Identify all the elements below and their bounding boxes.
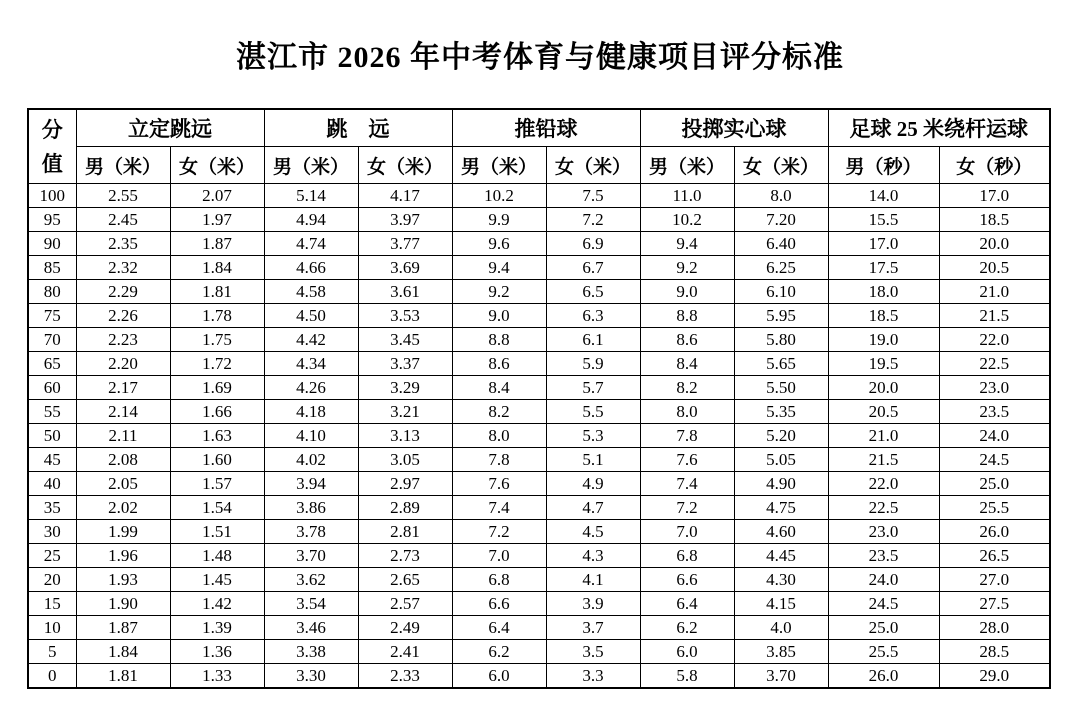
score-value-cell: 35 [28,496,76,520]
standard-value-cell: 28.5 [939,640,1050,664]
table-row [28,376,1050,400]
table-row [28,256,1050,280]
standard-value-cell: 6.10 [734,280,828,304]
score-value-cell: 90 [28,232,76,256]
group-header-soccer-dribble: 足球 25 米绕杆运球 [828,109,1050,147]
standard-value-cell: 6.4 [640,592,734,616]
standard-value-cell: 8.0 [640,400,734,424]
score-value-cell: 0 [28,664,76,689]
standard-value-cell: 2.32 [76,256,170,280]
standard-value-cell: 4.17 [358,184,452,208]
score-value-cell: 80 [28,280,76,304]
standard-value-cell: 19.5 [828,352,939,376]
standard-value-cell: 2.49 [358,616,452,640]
standard-value-cell: 22.0 [828,472,939,496]
standard-value-cell: 2.57 [358,592,452,616]
standard-value-cell: 3.29 [358,376,452,400]
standard-value-cell: 5.8 [640,664,734,689]
standard-value-cell: 4.30 [734,568,828,592]
standard-value-cell: 6.8 [452,568,546,592]
standard-value-cell: 2.33 [358,664,452,689]
standard-value-cell: 6.40 [734,232,828,256]
table-row [28,400,1050,424]
standard-value-cell: 2.73 [358,544,452,568]
standard-value-cell: 2.23 [76,328,170,352]
standard-value-cell: 6.6 [452,592,546,616]
standard-value-cell: 3.45 [358,328,452,352]
group-header-shot-put: 推铅球 [452,109,640,147]
standard-value-cell: 6.2 [640,616,734,640]
standard-value-cell: 3.38 [264,640,358,664]
standard-value-cell: 23.0 [939,376,1050,400]
standard-value-cell: 17.5 [828,256,939,280]
standard-value-cell: 1.60 [170,448,264,472]
standard-value-cell: 1.81 [76,664,170,689]
standard-value-cell: 3.97 [358,208,452,232]
standard-value-cell: 21.0 [939,280,1050,304]
standard-value-cell: 5.3 [546,424,640,448]
standard-value-cell: 29.0 [939,664,1050,689]
table-row [28,616,1050,640]
table-row [28,520,1050,544]
standard-value-cell: 17.0 [939,184,1050,208]
score-value-cell: 40 [28,472,76,496]
score-value-cell: 60 [28,376,76,400]
standard-value-cell: 4.60 [734,520,828,544]
standard-value-cell: 5.1 [546,448,640,472]
standard-value-cell: 3.70 [264,544,358,568]
score-column-header [28,109,76,184]
standard-value-cell: 3.9 [546,592,640,616]
standard-value-cell: 6.1 [546,328,640,352]
standard-value-cell: 7.5 [546,184,640,208]
standard-value-cell: 1.90 [76,592,170,616]
table-row [28,664,1050,689]
standard-value-cell: 4.74 [264,232,358,256]
standard-value-cell: 6.4 [452,616,546,640]
sub-header-soccer-male: 男（秒） [828,147,939,184]
standard-value-cell: 4.15 [734,592,828,616]
standard-value-cell: 7.6 [640,448,734,472]
table-row [28,352,1050,376]
standard-value-cell: 20.0 [939,232,1050,256]
standard-value-cell: 7.0 [452,544,546,568]
group-header-standing-long-jump: 立定跳远 [76,109,264,147]
standard-value-cell: 1.96 [76,544,170,568]
score-header-line2: 值 [41,151,63,176]
standard-value-cell: 2.41 [358,640,452,664]
standard-value-cell: 6.2 [452,640,546,664]
standard-value-cell: 25.5 [939,496,1050,520]
sub-header-long-jump-male: 男（米） [264,147,358,184]
standard-value-cell: 10.2 [640,208,734,232]
standard-value-cell: 1.42 [170,592,264,616]
group-header-medicine-ball-throw: 投掷实心球 [640,109,828,147]
sub-header-medicine-ball-female: 女（米） [734,147,828,184]
sub-header-standing-long-jump-male: 男（米） [76,147,170,184]
standard-value-cell: 8.8 [452,328,546,352]
sub-header-shot-put-female: 女（米） [546,147,640,184]
standard-value-cell: 24.0 [828,568,939,592]
standard-value-cell: 4.18 [264,400,358,424]
sub-header-shot-put-male: 男（米） [452,147,546,184]
standard-value-cell: 2.05 [76,472,170,496]
standard-value-cell: 2.97 [358,472,452,496]
standard-value-cell: 1.72 [170,352,264,376]
standard-value-cell: 4.58 [264,280,358,304]
standard-value-cell: 8.6 [640,328,734,352]
standard-value-cell: 6.5 [546,280,640,304]
score-value-cell: 5 [28,640,76,664]
standard-value-cell: 1.87 [170,232,264,256]
standard-value-cell: 4.02 [264,448,358,472]
sub-header-long-jump-female: 女（米） [358,147,452,184]
standard-value-cell: 1.87 [76,616,170,640]
standard-value-cell: 26.0 [828,664,939,689]
standard-value-cell: 8.0 [734,184,828,208]
standard-value-cell: 3.37 [358,352,452,376]
standard-value-cell: 18.5 [828,304,939,328]
standard-value-cell: 22.5 [828,496,939,520]
standard-value-cell: 23.5 [939,400,1050,424]
standard-value-cell: 15.5 [828,208,939,232]
table-row [28,496,1050,520]
standard-value-cell: 7.4 [452,496,546,520]
table-row [28,544,1050,568]
score-value-cell: 30 [28,520,76,544]
standard-value-cell: 2.26 [76,304,170,328]
standard-value-cell: 6.3 [546,304,640,328]
standard-value-cell: 7.2 [452,520,546,544]
standard-value-cell: 3.5 [546,640,640,664]
standard-value-cell: 3.3 [546,664,640,689]
standard-value-cell: 8.0 [452,424,546,448]
standard-value-cell: 1.36 [170,640,264,664]
score-value-cell: 20 [28,568,76,592]
score-value-cell: 15 [28,592,76,616]
standard-value-cell: 20.0 [828,376,939,400]
score-value-cell: 50 [28,424,76,448]
standard-value-cell: 27.0 [939,568,1050,592]
standard-value-cell: 2.17 [76,376,170,400]
standard-value-cell: 20.5 [939,256,1050,280]
standard-value-cell: 1.84 [76,640,170,664]
standard-value-cell: 4.26 [264,376,358,400]
table-row [28,568,1050,592]
score-table-body [28,184,1050,689]
standard-value-cell: 28.0 [939,616,1050,640]
standard-value-cell: 2.08 [76,448,170,472]
standard-value-cell: 3.78 [264,520,358,544]
standard-value-cell: 5.65 [734,352,828,376]
standard-value-cell: 2.07 [170,184,264,208]
score-header-line1: 分 [41,117,63,142]
standard-value-cell: 6.8 [640,544,734,568]
standard-value-cell: 9.2 [452,280,546,304]
standard-value-cell: 20.5 [828,400,939,424]
standard-value-cell: 4.94 [264,208,358,232]
standard-value-cell: 1.51 [170,520,264,544]
standard-value-cell: 2.81 [358,520,452,544]
standard-value-cell: 3.46 [264,616,358,640]
standard-value-cell: 1.81 [170,280,264,304]
standard-value-cell: 11.0 [640,184,734,208]
standard-value-cell: 24.5 [939,448,1050,472]
standard-value-cell: 1.97 [170,208,264,232]
standard-value-cell: 18.5 [939,208,1050,232]
standard-value-cell: 5.05 [734,448,828,472]
table-row [28,640,1050,664]
group-header-long-jump: 跳 远 [264,109,452,147]
standard-value-cell: 1.63 [170,424,264,448]
standard-value-cell: 2.45 [76,208,170,232]
standard-value-cell: 3.61 [358,280,452,304]
standard-value-cell: 4.7 [546,496,640,520]
standard-value-cell: 23.0 [828,520,939,544]
standard-value-cell: 25.0 [828,616,939,640]
standard-value-cell: 4.3 [546,544,640,568]
table-row [28,472,1050,496]
standard-value-cell: 9.4 [452,256,546,280]
standard-value-cell: 1.39 [170,616,264,640]
standard-value-cell: 21.5 [828,448,939,472]
standard-value-cell: 26.0 [939,520,1050,544]
table-row [28,184,1050,208]
table-header-sub-row [28,147,1050,184]
score-value-cell: 45 [28,448,76,472]
standard-value-cell: 3.77 [358,232,452,256]
standard-value-cell: 1.93 [76,568,170,592]
standard-value-cell: 9.0 [452,304,546,328]
standard-value-cell: 21.0 [828,424,939,448]
standard-value-cell: 3.94 [264,472,358,496]
sub-header-medicine-ball-male: 男（米） [640,147,734,184]
standard-value-cell: 3.54 [264,592,358,616]
standard-value-cell: 2.14 [76,400,170,424]
standard-value-cell: 7.2 [546,208,640,232]
standard-value-cell: 3.7 [546,616,640,640]
standard-value-cell: 25.0 [939,472,1050,496]
standard-value-cell: 4.34 [264,352,358,376]
standard-value-cell: 4.45 [734,544,828,568]
standard-value-cell: 5.5 [546,400,640,424]
standard-value-cell: 1.48 [170,544,264,568]
standard-value-cell: 1.78 [170,304,264,328]
standard-value-cell: 8.4 [452,376,546,400]
standard-value-cell: 23.5 [828,544,939,568]
standard-value-cell: 17.0 [828,232,939,256]
standard-value-cell: 1.75 [170,328,264,352]
table-header-group-row [28,109,1050,147]
standard-value-cell: 9.0 [640,280,734,304]
standard-value-cell: 6.25 [734,256,828,280]
standard-value-cell: 22.5 [939,352,1050,376]
standard-value-cell: 3.30 [264,664,358,689]
standard-value-cell: 4.90 [734,472,828,496]
sub-header-soccer-female: 女（秒） [939,147,1050,184]
table-header [28,109,1050,184]
standard-value-cell: 3.86 [264,496,358,520]
score-value-cell: 100 [28,184,76,208]
standard-value-cell: 7.2 [640,496,734,520]
standard-value-cell: 19.0 [828,328,939,352]
standard-value-cell: 26.5 [939,544,1050,568]
standard-value-cell: 6.0 [640,640,734,664]
standard-value-cell: 6.9 [546,232,640,256]
standard-value-cell: 9.6 [452,232,546,256]
standard-value-cell: 24.0 [939,424,1050,448]
standard-value-cell: 3.21 [358,400,452,424]
standard-value-cell: 1.99 [76,520,170,544]
standard-value-cell: 5.7 [546,376,640,400]
standard-value-cell: 7.20 [734,208,828,232]
score-value-cell: 75 [28,304,76,328]
score-value-cell: 95 [28,208,76,232]
standard-value-cell: 4.42 [264,328,358,352]
standard-value-cell: 4.0 [734,616,828,640]
standard-value-cell: 7.0 [640,520,734,544]
standard-value-cell: 3.05 [358,448,452,472]
standard-value-cell: 5.14 [264,184,358,208]
standard-value-cell: 2.29 [76,280,170,304]
scoring-standards-table [27,108,1051,689]
table-row [28,208,1050,232]
standard-value-cell: 6.6 [640,568,734,592]
standard-value-cell: 7.8 [640,424,734,448]
standard-value-cell: 3.13 [358,424,452,448]
standard-value-cell: 4.9 [546,472,640,496]
standard-value-cell: 1.33 [170,664,264,689]
standard-value-cell: 2.55 [76,184,170,208]
score-value-cell: 85 [28,256,76,280]
table-row [28,424,1050,448]
sub-header-standing-long-jump-female: 女（米） [170,147,264,184]
standard-value-cell: 8.8 [640,304,734,328]
standard-value-cell: 6.7 [546,256,640,280]
score-value-cell: 65 [28,352,76,376]
standard-value-cell: 2.11 [76,424,170,448]
standard-value-cell: 3.62 [264,568,358,592]
standard-value-cell: 8.4 [640,352,734,376]
standard-value-cell: 5.80 [734,328,828,352]
table-row [28,280,1050,304]
standard-value-cell: 22.0 [939,328,1050,352]
standard-value-cell: 2.65 [358,568,452,592]
standard-value-cell: 2.20 [76,352,170,376]
standard-value-cell: 3.85 [734,640,828,664]
standard-value-cell: 6.0 [452,664,546,689]
standard-value-cell: 5.9 [546,352,640,376]
standard-value-cell: 9.4 [640,232,734,256]
standard-value-cell: 5.95 [734,304,828,328]
standard-value-cell: 21.5 [939,304,1050,328]
standard-value-cell: 4.66 [264,256,358,280]
standard-value-cell: 10.2 [452,184,546,208]
standard-value-cell: 9.9 [452,208,546,232]
score-value-cell: 10 [28,616,76,640]
standard-value-cell: 2.89 [358,496,452,520]
standard-value-cell: 5.20 [734,424,828,448]
standard-value-cell: 24.5 [828,592,939,616]
table-row [28,448,1050,472]
table-row [28,232,1050,256]
standard-value-cell: 4.10 [264,424,358,448]
standard-value-cell: 3.69 [358,256,452,280]
standard-value-cell: 1.69 [170,376,264,400]
score-value-cell: 55 [28,400,76,424]
standard-value-cell: 1.57 [170,472,264,496]
standard-value-cell: 5.50 [734,376,828,400]
standard-value-cell: 14.0 [828,184,939,208]
standard-value-cell: 9.2 [640,256,734,280]
standard-value-cell: 27.5 [939,592,1050,616]
standard-value-cell: 5.35 [734,400,828,424]
standard-value-cell: 2.02 [76,496,170,520]
page-title: 湛江市 2026 年中考体育与健康项目评分标准 [236,41,844,74]
standard-value-cell: 1.54 [170,496,264,520]
standard-value-cell: 4.1 [546,568,640,592]
standard-value-cell: 3.70 [734,664,828,689]
standard-value-cell: 8.2 [640,376,734,400]
standard-value-cell: 8.6 [452,352,546,376]
standard-value-cell: 4.75 [734,496,828,520]
standard-value-cell: 18.0 [828,280,939,304]
standard-value-cell: 3.53 [358,304,452,328]
table-row [28,304,1050,328]
standard-value-cell: 7.6 [452,472,546,496]
standard-value-cell: 7.4 [640,472,734,496]
standard-value-cell: 4.50 [264,304,358,328]
standard-value-cell: 1.45 [170,568,264,592]
table-row [28,592,1050,616]
standard-value-cell: 25.5 [828,640,939,664]
score-value-cell: 70 [28,328,76,352]
standard-value-cell: 7.8 [452,448,546,472]
standard-value-cell: 1.66 [170,400,264,424]
table-row [28,328,1050,352]
standard-value-cell: 1.84 [170,256,264,280]
standard-value-cell: 4.5 [546,520,640,544]
standard-value-cell: 8.2 [452,400,546,424]
standard-value-cell: 2.35 [76,232,170,256]
score-value-cell: 25 [28,544,76,568]
